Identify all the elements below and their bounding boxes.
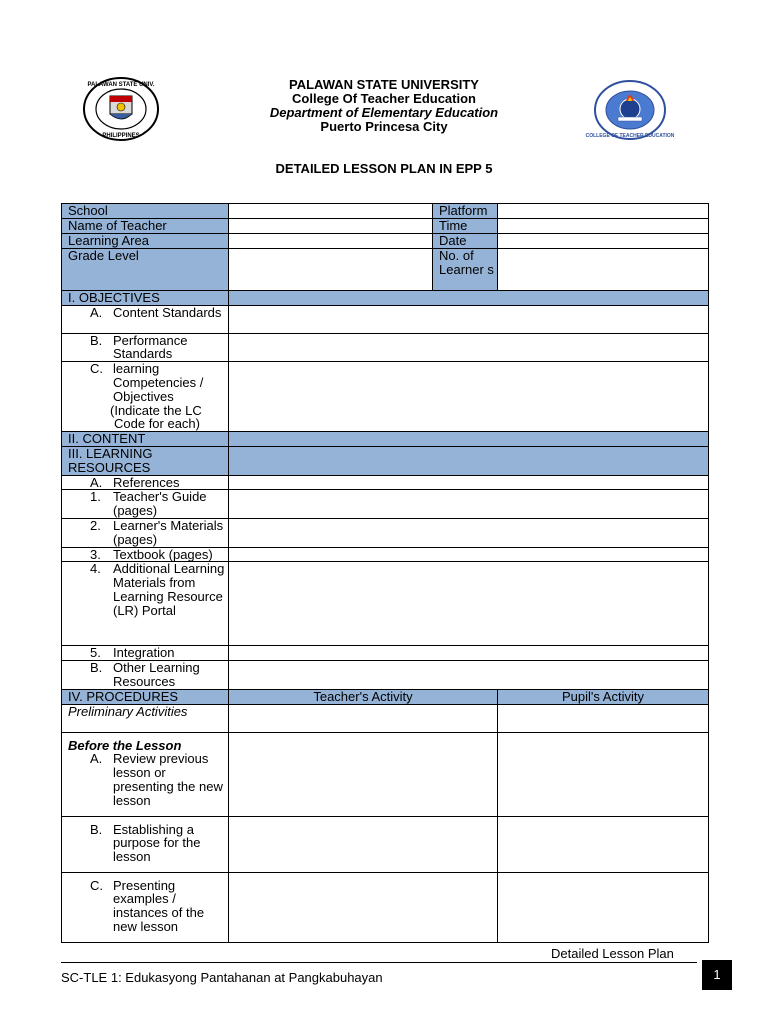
learning-competencies-field[interactable]: [229, 362, 709, 432]
presenting-examples-text: Presenting examples / instances of the new lesson: [113, 877, 205, 934]
preliminary-activities-label: Preliminary Activities: [62, 704, 229, 732]
content-heading-fill: [229, 432, 709, 447]
objectives-heading-fill: [229, 290, 709, 305]
references-text: References: [113, 474, 180, 490]
references-num: A.: [90, 474, 103, 490]
review-lesson-text: Review previous lesson or presenting the new lesson: [113, 751, 223, 808]
school-field[interactable]: [229, 204, 433, 219]
textbook-text: Textbook (pages): [113, 546, 213, 562]
pupils-activity-heading: Pupil's Activity: [498, 689, 709, 704]
objectives-heading: I. OBJECTIVES: [62, 290, 229, 305]
teachers-guide-field[interactable]: [229, 490, 709, 519]
teachers-guide-num: 1.: [90, 489, 101, 505]
establishing-teacher-field[interactable]: [229, 816, 498, 872]
learning-area-field[interactable]: [229, 234, 433, 249]
learners-materials-field[interactable]: [229, 518, 709, 547]
integration-text: Integration: [113, 645, 175, 661]
establishing-pupil-field[interactable]: [498, 816, 709, 872]
integration-field[interactable]: [229, 646, 709, 661]
school-label: School: [62, 204, 229, 219]
document-title: DETAILED LESSON PLAN IN EPP 5: [275, 161, 493, 176]
college-name: College Of Teacher Education: [292, 91, 476, 106]
content-standards-field[interactable]: [229, 305, 709, 333]
teacher-label: Name of Teacher: [62, 219, 229, 234]
footer-divider: [61, 962, 697, 963]
learners-materials-label: [62, 518, 229, 547]
procedures-heading: IV. PROCEDURES: [62, 689, 229, 704]
grade-level-field[interactable]: [229, 248, 433, 290]
department-name: Department of Elementary Education: [269, 105, 499, 120]
time-field[interactable]: [498, 219, 709, 234]
references-field[interactable]: [229, 475, 709, 490]
additional-materials-text: Additional Learning Materials from Learning Resource (LR) Portal: [113, 561, 225, 618]
svg-text:COLLEGE OF TEACHER EDUCATION: COLLEGE OF TEACHER EDUCATION: [585, 133, 675, 139]
learning-competencies-num: C.: [90, 361, 103, 377]
date-label: Date: [433, 234, 498, 249]
learning-competencies-label: [62, 362, 229, 432]
textbook-label: [62, 547, 229, 562]
performance-standards-text: Performance Standards: [113, 332, 188, 362]
before-lesson-label: Before the Lesson: [68, 737, 182, 753]
teacher-field[interactable]: [229, 219, 433, 234]
learners-label: No. of Learner s: [433, 248, 498, 290]
presenting-pupil-field[interactable]: [498, 872, 709, 942]
performance-standards-label: [62, 333, 229, 362]
review-pupil-field[interactable]: [498, 732, 709, 816]
page-number: 1: [702, 960, 732, 990]
references-label: [62, 475, 229, 490]
establishing-purpose-cell: [62, 816, 229, 872]
textbook-field[interactable]: [229, 547, 709, 562]
establishing-purpose-text: Establishing a purpose for the lesson: [113, 821, 201, 865]
grade-level-label: Grade Level: [62, 248, 229, 290]
review-teacher-field[interactable]: [229, 732, 498, 816]
additional-materials-field[interactable]: [229, 562, 709, 646]
learners-materials-num: 2.: [90, 517, 101, 533]
lc-note-line2: Code for each): [114, 416, 200, 432]
lc-note-line1: (Indicate the LC: [110, 402, 202, 418]
date-field[interactable]: [498, 234, 709, 249]
learning-resources-heading-fill: [229, 446, 709, 475]
presenting-examples-cell: [62, 872, 229, 942]
other-resources-field[interactable]: [229, 661, 709, 690]
other-resources-num: B.: [90, 660, 103, 676]
svg-text:PHILIPPINES: PHILIPPINES: [102, 133, 140, 139]
learning-resources-heading: III. LEARNING RESOURCES: [62, 446, 229, 475]
teachers-activity-heading: Teacher's Activity: [229, 689, 498, 704]
teachers-guide-text: Teacher's Guide (pages): [113, 489, 207, 519]
textbook-num: 3.: [90, 546, 101, 562]
city-name: Puerto Princesa City: [320, 119, 448, 134]
content-heading: II. CONTENT: [62, 432, 229, 447]
additional-materials-num: 4.: [90, 561, 101, 577]
other-resources-text: Other Learning Resources: [113, 660, 200, 689]
learners-field[interactable]: [498, 248, 709, 290]
learners-materials-text: Learner's Materials (pages): [113, 517, 224, 547]
performance-standards-num: B.: [90, 332, 103, 348]
review-lesson-num: A.: [90, 751, 103, 767]
footer-doc-name: Detailed Lesson Plan: [551, 946, 674, 961]
additional-materials-label: [62, 562, 229, 646]
lesson-plan-table: [61, 203, 709, 943]
footer-course: SC-TLE 1: Edukasyong Pantahanan at Pangkabuhayan: [61, 970, 383, 985]
review-lesson-cell: [62, 732, 229, 816]
platform-label: Platform: [433, 204, 498, 219]
preliminary-pupil-field[interactable]: [498, 704, 709, 732]
learning-competencies-text: learning Competencies / Objectives: [113, 361, 204, 404]
content-standards-text: Content Standards: [113, 304, 222, 320]
establishing-purpose-num: B.: [90, 821, 103, 837]
integration-num: 5.: [90, 645, 101, 661]
teachers-guide-label: [62, 490, 229, 519]
learning-area-label: Learning Area: [62, 234, 229, 249]
content-standards-num: A.: [90, 304, 103, 320]
content-standards-label: [62, 305, 229, 333]
presenting-teacher-field[interactable]: [229, 872, 498, 942]
svg-text:PALAWAN STATE UNIV.: PALAWAN STATE UNIV.: [87, 82, 155, 88]
presenting-examples-num: C.: [90, 877, 103, 893]
performance-standards-field[interactable]: [229, 333, 709, 362]
platform-field[interactable]: [498, 204, 709, 219]
time-label: Time: [433, 219, 498, 234]
university-name: PALAWAN STATE UNIVERSITY: [289, 77, 479, 92]
preliminary-teacher-field[interactable]: [229, 704, 498, 732]
other-resources-label: [62, 661, 229, 690]
integration-label: [62, 646, 229, 661]
